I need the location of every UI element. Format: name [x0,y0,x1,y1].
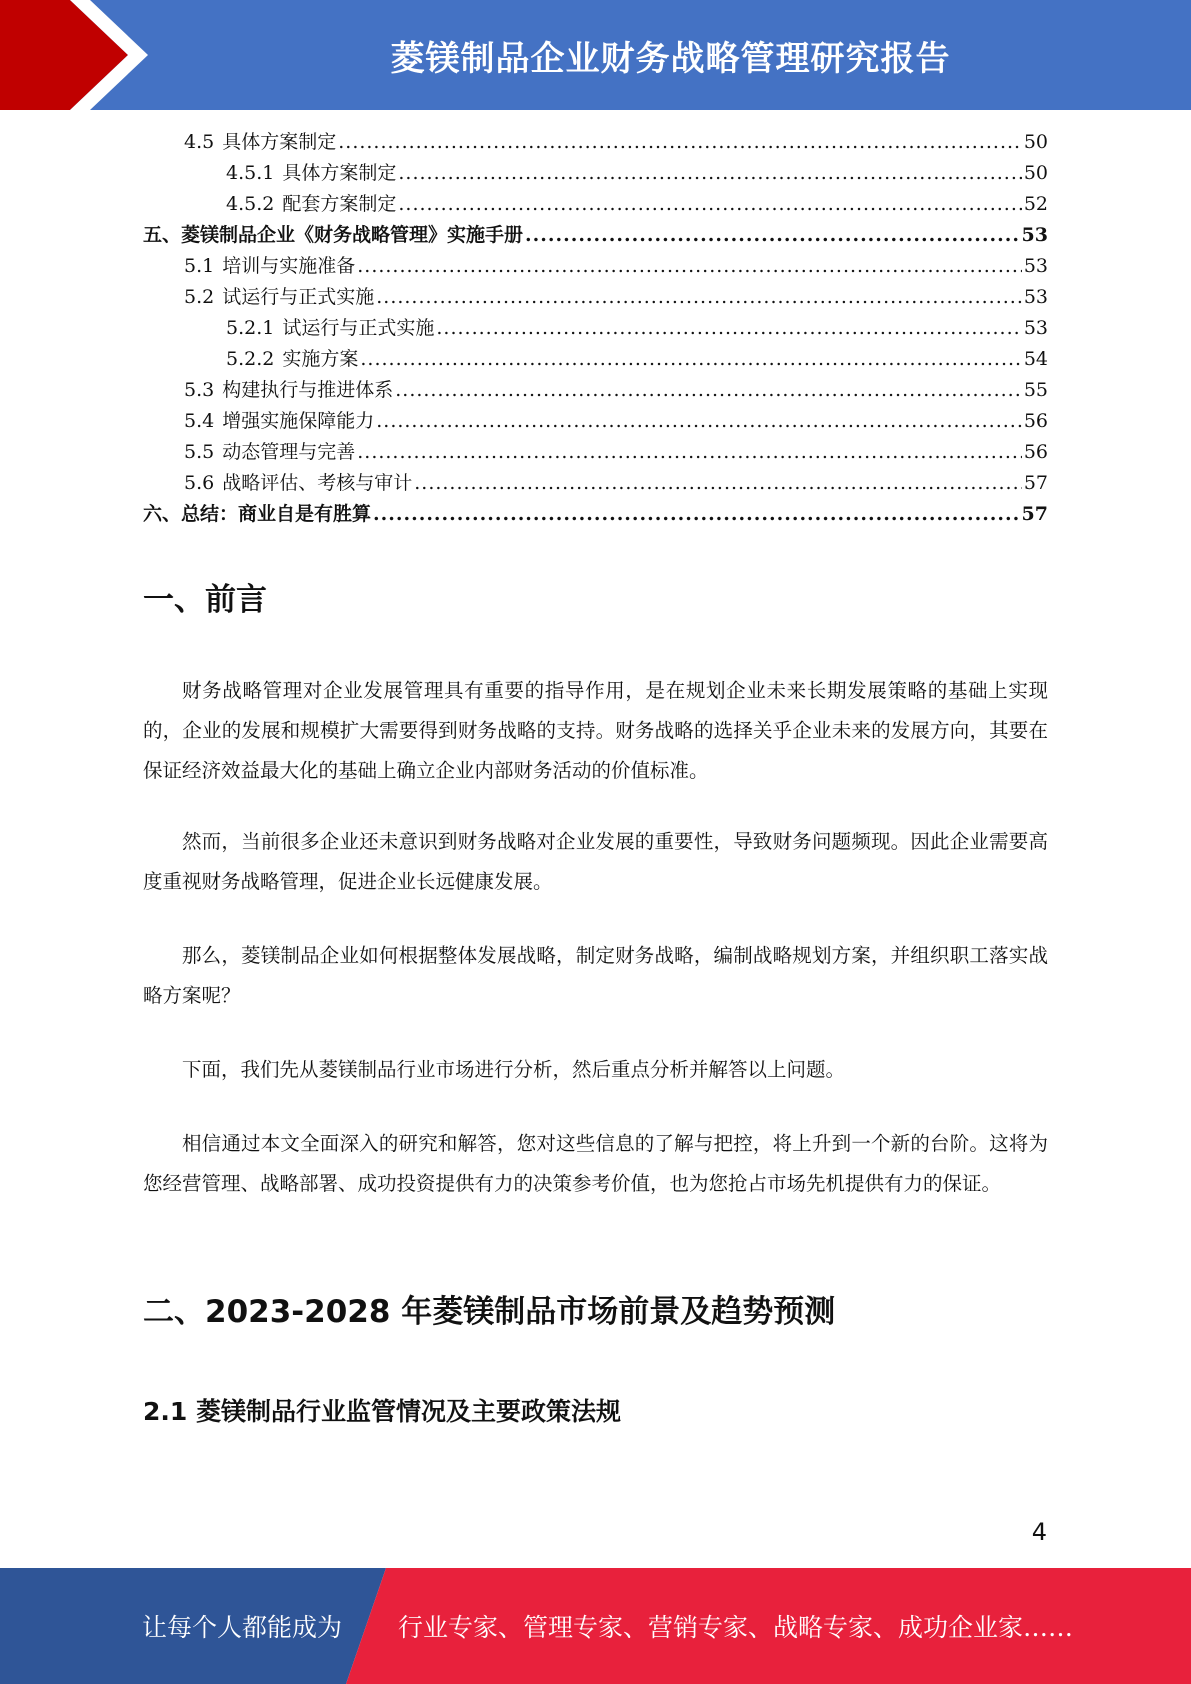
toc-page-number: 57 [1021,503,1048,525]
toc-page-number: 52 [1023,193,1048,215]
toc-title: 实施方案 [282,348,359,370]
header-chevron-icon [0,0,160,110]
toc-leader-dots [376,282,1022,313]
toc-leader-dots [436,313,1021,344]
report-title: 菱镁制品企业财务战略管理研究报告 [390,38,951,79]
toc-number: 5.2 [184,286,215,308]
toc-number: 5.5 [184,441,215,463]
toc-entry[interactable] [143,251,1048,282]
toc-number: 5.6 [184,472,215,494]
toc-number: 4.5.2 [226,193,275,215]
footer-slogan-left: 让每个人都能成为 [142,1613,343,1642]
toc-entry[interactable] [143,499,1048,530]
footer-slogan-right: 行业专家、管理专家、营销专家、战略专家、成功企业家…… [398,1613,1074,1642]
toc-title: 六、总结：商业自是有胜算 [143,503,372,525]
page-header [0,0,1191,110]
toc-entry[interactable] [143,468,1048,499]
toc-page-number: 54 [1023,348,1048,370]
toc-leader-dots [357,251,1022,282]
page-number: 4 [1031,1518,1047,1546]
toc-entry[interactable] [143,282,1048,313]
toc-title: 具体方案制定 [282,162,397,184]
toc-number: 5.3 [184,379,215,401]
toc-page-number: 53 [1023,255,1048,277]
toc-leader-dots [395,375,1022,406]
toc-leader-dots [357,437,1022,468]
toc-number: 4.5 [184,131,215,153]
toc-title: 培训与实施准备 [222,255,356,277]
toc-leader-dots [338,127,1022,158]
page-footer [0,1568,1191,1684]
toc-leader-dots [398,158,1021,189]
toc-leader-dots [376,406,1022,437]
toc-page-number: 53 [1023,317,1048,339]
toc-page-number: 53 [1021,224,1048,246]
section-heading-preface: 一、前言 [143,582,267,618]
toc-leader-dots [525,220,1020,251]
toc-title: 构建执行与推进体系 [222,379,394,401]
toc-entry[interactable] [143,158,1048,189]
toc-leader-dots [398,189,1021,220]
toc-number: 5.4 [184,410,215,432]
toc-page-number: 53 [1023,286,1048,308]
subsection-heading: 2.1 菱镁制品行业监管情况及主要政策法规 [143,1397,621,1426]
toc-title: 增强实施保障能力 [222,410,375,432]
toc-leader-dots [360,344,1021,375]
toc-number: 5.2.1 [226,317,275,339]
paragraph: 然而，当前很多企业还未意识到财务战略对企业发展的重要性，导致财务问题频现。因此企业需要高度重视财务战略管理，促进企业长远健康发展。 [143,830,1048,893]
toc-page-number: 50 [1023,162,1048,184]
toc-number: 5.2.2 [226,348,275,370]
toc-entry[interactable] [143,313,1048,344]
toc-page-number: 56 [1023,410,1048,432]
paragraph: 下面，我们先从菱镁制品行业市场进行分析，然后重点分析并解答以上问题。 [182,1058,846,1081]
toc-entry[interactable] [143,437,1048,468]
toc-entry[interactable] [143,375,1048,406]
toc-entry[interactable] [143,344,1048,375]
toc-leader-dots [373,499,1020,530]
toc-title: 配套方案制定 [282,193,397,215]
table-of-contents [143,127,1048,530]
toc-page-number: 57 [1023,472,1048,494]
toc-number: 5.1 [184,255,215,277]
paragraph: 那么，菱镁制品企业如何根据整体发展战略，制定财务战略，编制战略规划方案，并组织职工落实战略方案呢？ [143,944,1048,1007]
paragraph: 相信通过本文全面深入的研究和解答，您对这些信息的了解与把控，将上升到一个新的台阶。这将为您经营管理、战略部署、成功投资提供有力的决策参考价值，也为您抢占市场先机提供有力的保证。 [143,1132,1048,1195]
toc-title: 试运行与正式实施 [222,286,375,308]
section-heading-market-forecast: 二、2023-2028 年菱镁制品市场前景及趋势预测 [143,1294,836,1330]
toc-entry[interactable] [143,189,1048,220]
toc-entry[interactable] [143,220,1048,251]
paragraph: 财务战略管理对企业发展管理具有重要的指导作用，是在规划企业未来长期发展策略的基础上实现的，企业的发展和规模扩大需要得到财务战略的支持。财务战略的选择关乎企业未来的发展方向，其要在保证经济效益最大化的基础上确立企业内部财务活动的价值标准。 [143,679,1048,782]
toc-page-number: 55 [1023,379,1048,401]
toc-title: 五、菱镁制品企业《财务战略管理》实施手册 [143,224,524,246]
toc-title: 试运行与正式实施 [282,317,435,339]
toc-number: 4.5.1 [226,162,275,184]
toc-entry[interactable] [143,406,1048,437]
toc-entry[interactable] [143,127,1048,158]
toc-page-number: 56 [1023,441,1048,463]
toc-title: 动态管理与完善 [222,441,356,463]
toc-leader-dots [414,468,1022,499]
toc-title: 战略评估、考核与审计 [222,472,413,494]
toc-page-number: 50 [1023,131,1048,153]
toc-title: 具体方案制定 [222,131,337,153]
